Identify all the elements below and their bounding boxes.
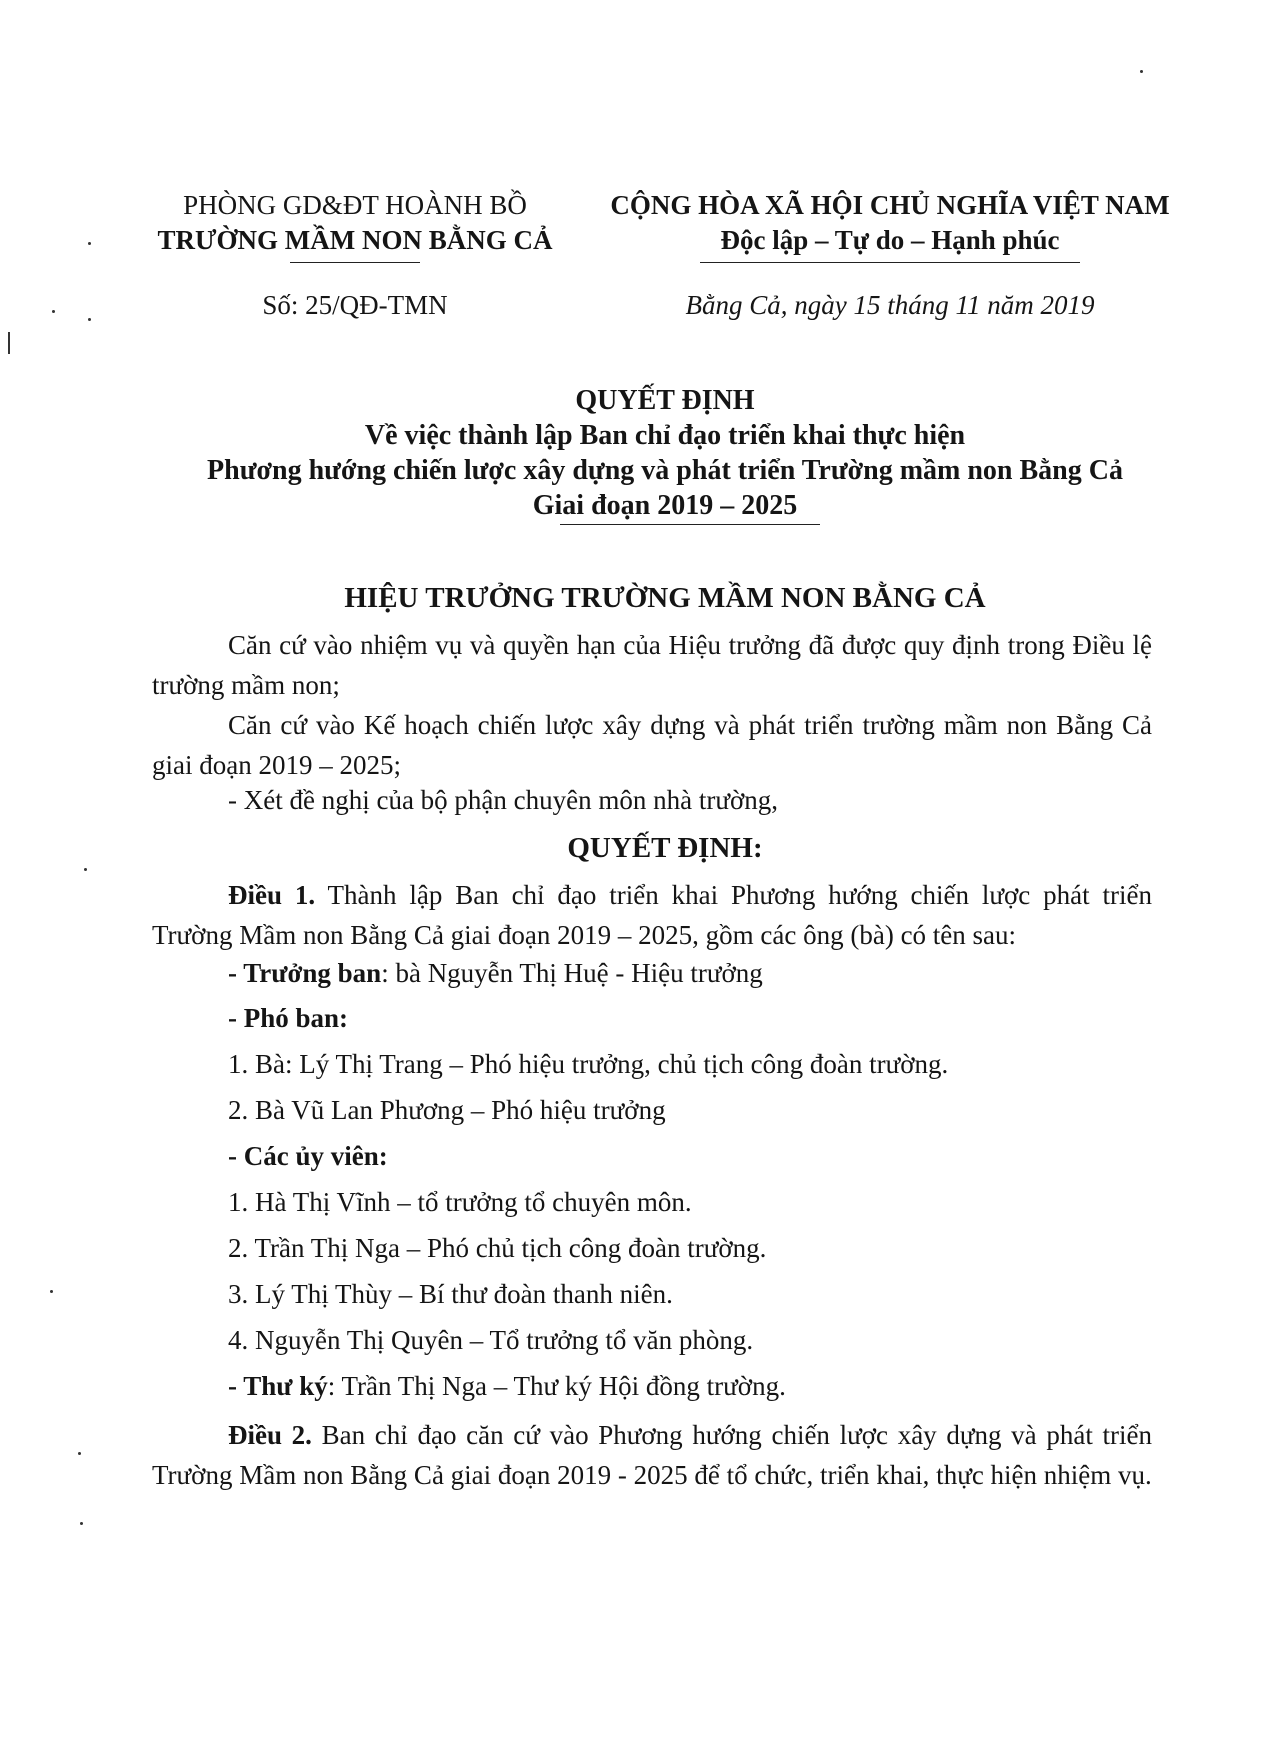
scan-speck <box>88 242 91 245</box>
basis-paragraph-3: - Xét đề nghị của bộ phận chuyên môn nhà trường, <box>228 785 779 815</box>
article-2-text: Ban chỉ đạo căn cứ vào Phương hướng chiến lược xây dựng và phát triển Trường Mầm non Bằng Cả giai đoạn 2019 - 2025 để tổ chức, triển khai, thực hiện nhiệm vụ. <box>152 1420 1152 1490</box>
member-item: 2. Trần Thị Nga – Phó chủ tịch công đoàn trường. <box>228 1233 767 1263</box>
committee-head-value: : bà Nguyễn Thị Huệ - Hiệu trưởng <box>381 958 763 988</box>
basis-paragraph-2 <box>152 705 1152 785</box>
scan-speck <box>1140 70 1143 73</box>
nation-line-1: CỘNG HÒA XÃ HỘI CHỦ NGHĨA VIỆT NAM <box>610 190 1170 220</box>
committee-head-label: - Trưởng ban <box>228 958 382 988</box>
title-line-2: Phương hướng chiến lược xây dựng và phát triển Trường mầm non Bằng Cả <box>207 455 1123 486</box>
org-line-2: TRƯỜNG MẦM NON BẰNG CẢ <box>157 225 553 255</box>
nation-underline <box>700 262 1080 263</box>
member-item: 1. Hà Thị Vĩnh – tổ trưởng tổ chuyên môn. <box>228 1187 692 1217</box>
basis-text-2: Căn cứ vào Kế hoạch chiến lược xây dựng và phát triển trường mầm non Bằng Cả giai đoạn 2019 – 2025; <box>152 710 1152 780</box>
scan-speck <box>78 1452 81 1455</box>
article-2-label: Điều 2. <box>228 1420 312 1450</box>
article-1-paragraph <box>152 875 1152 955</box>
secretary-label: - Thư ký <box>228 1371 328 1401</box>
title-line-3: Giai đoạn 2019 – 2025 <box>532 490 798 521</box>
member-item: 3. Lý Thị Thùy – Bí thư đoàn thanh niên. <box>228 1279 673 1309</box>
doc-number: Số: 25/QĐ-TMN <box>262 290 448 320</box>
title-line-1: Về việc thành lập Ban chỉ đạo triển khai thực hiện <box>364 420 966 451</box>
deputy-label: - Phó ban: <box>228 1003 349 1033</box>
org-underline <box>290 262 420 263</box>
basis-text-1: Căn cứ vào nhiệm vụ và quyền hạn của Hiệu trưởng đã được quy định trong Điều lệ trường mầm non; <box>152 630 1152 700</box>
scan-speck <box>50 1290 53 1293</box>
secretary-value: : Trần Thị Nga – Thư ký Hội đồng trường. <box>327 1371 786 1401</box>
article-1-text: Thành lập Ban chỉ đạo triển khai Phương hướng chiến lược phát triển Trường Mầm non Bằng Cả giai đoạn 2019 – 2025, gồm các ông (bà) có tên sau: <box>152 880 1152 950</box>
deputy-item: 1. Bà: Lý Thị Trang – Phó hiệu trưởng, chủ tịch công đoàn trường. <box>228 1049 949 1079</box>
member-item: 4. Nguyễn Thị Quyên – Tổ trưởng tổ văn phòng. <box>228 1325 754 1355</box>
basis-paragraph-1 <box>152 625 1152 705</box>
members-label: - Các ủy viên: <box>228 1141 388 1171</box>
org-line-1: PHÒNG GD&ĐT HOÀNH BỒ <box>183 190 527 220</box>
scan-speck <box>80 1522 83 1525</box>
scan-speck <box>84 868 87 871</box>
article-2-paragraph <box>152 1415 1152 1495</box>
scan-speck <box>52 310 55 313</box>
scan-speck <box>88 318 91 321</box>
decision-heading: QUYẾT ĐỊNH <box>575 385 755 416</box>
nation-line-2: Độc lập – Tự do – Hạnh phúc <box>720 225 1060 255</box>
authority-heading: HIỆU TRƯỞNG TRƯỜNG MẦM NON BẰNG CẢ <box>344 582 986 614</box>
deputy-item: 2. Bà Vũ Lan Phương – Phó hiệu trưởng <box>228 1095 666 1125</box>
title-underline <box>560 524 820 525</box>
committee-head <box>228 958 763 989</box>
scan-speck <box>8 332 10 354</box>
place-date: Bằng Cả, ngày 15 tháng 11 năm 2019 <box>685 290 1095 320</box>
decision-subheading: QUYẾT ĐỊNH: <box>567 832 763 864</box>
secretary-line <box>228 1371 786 1402</box>
article-1-label: Điều 1. <box>228 880 316 910</box>
